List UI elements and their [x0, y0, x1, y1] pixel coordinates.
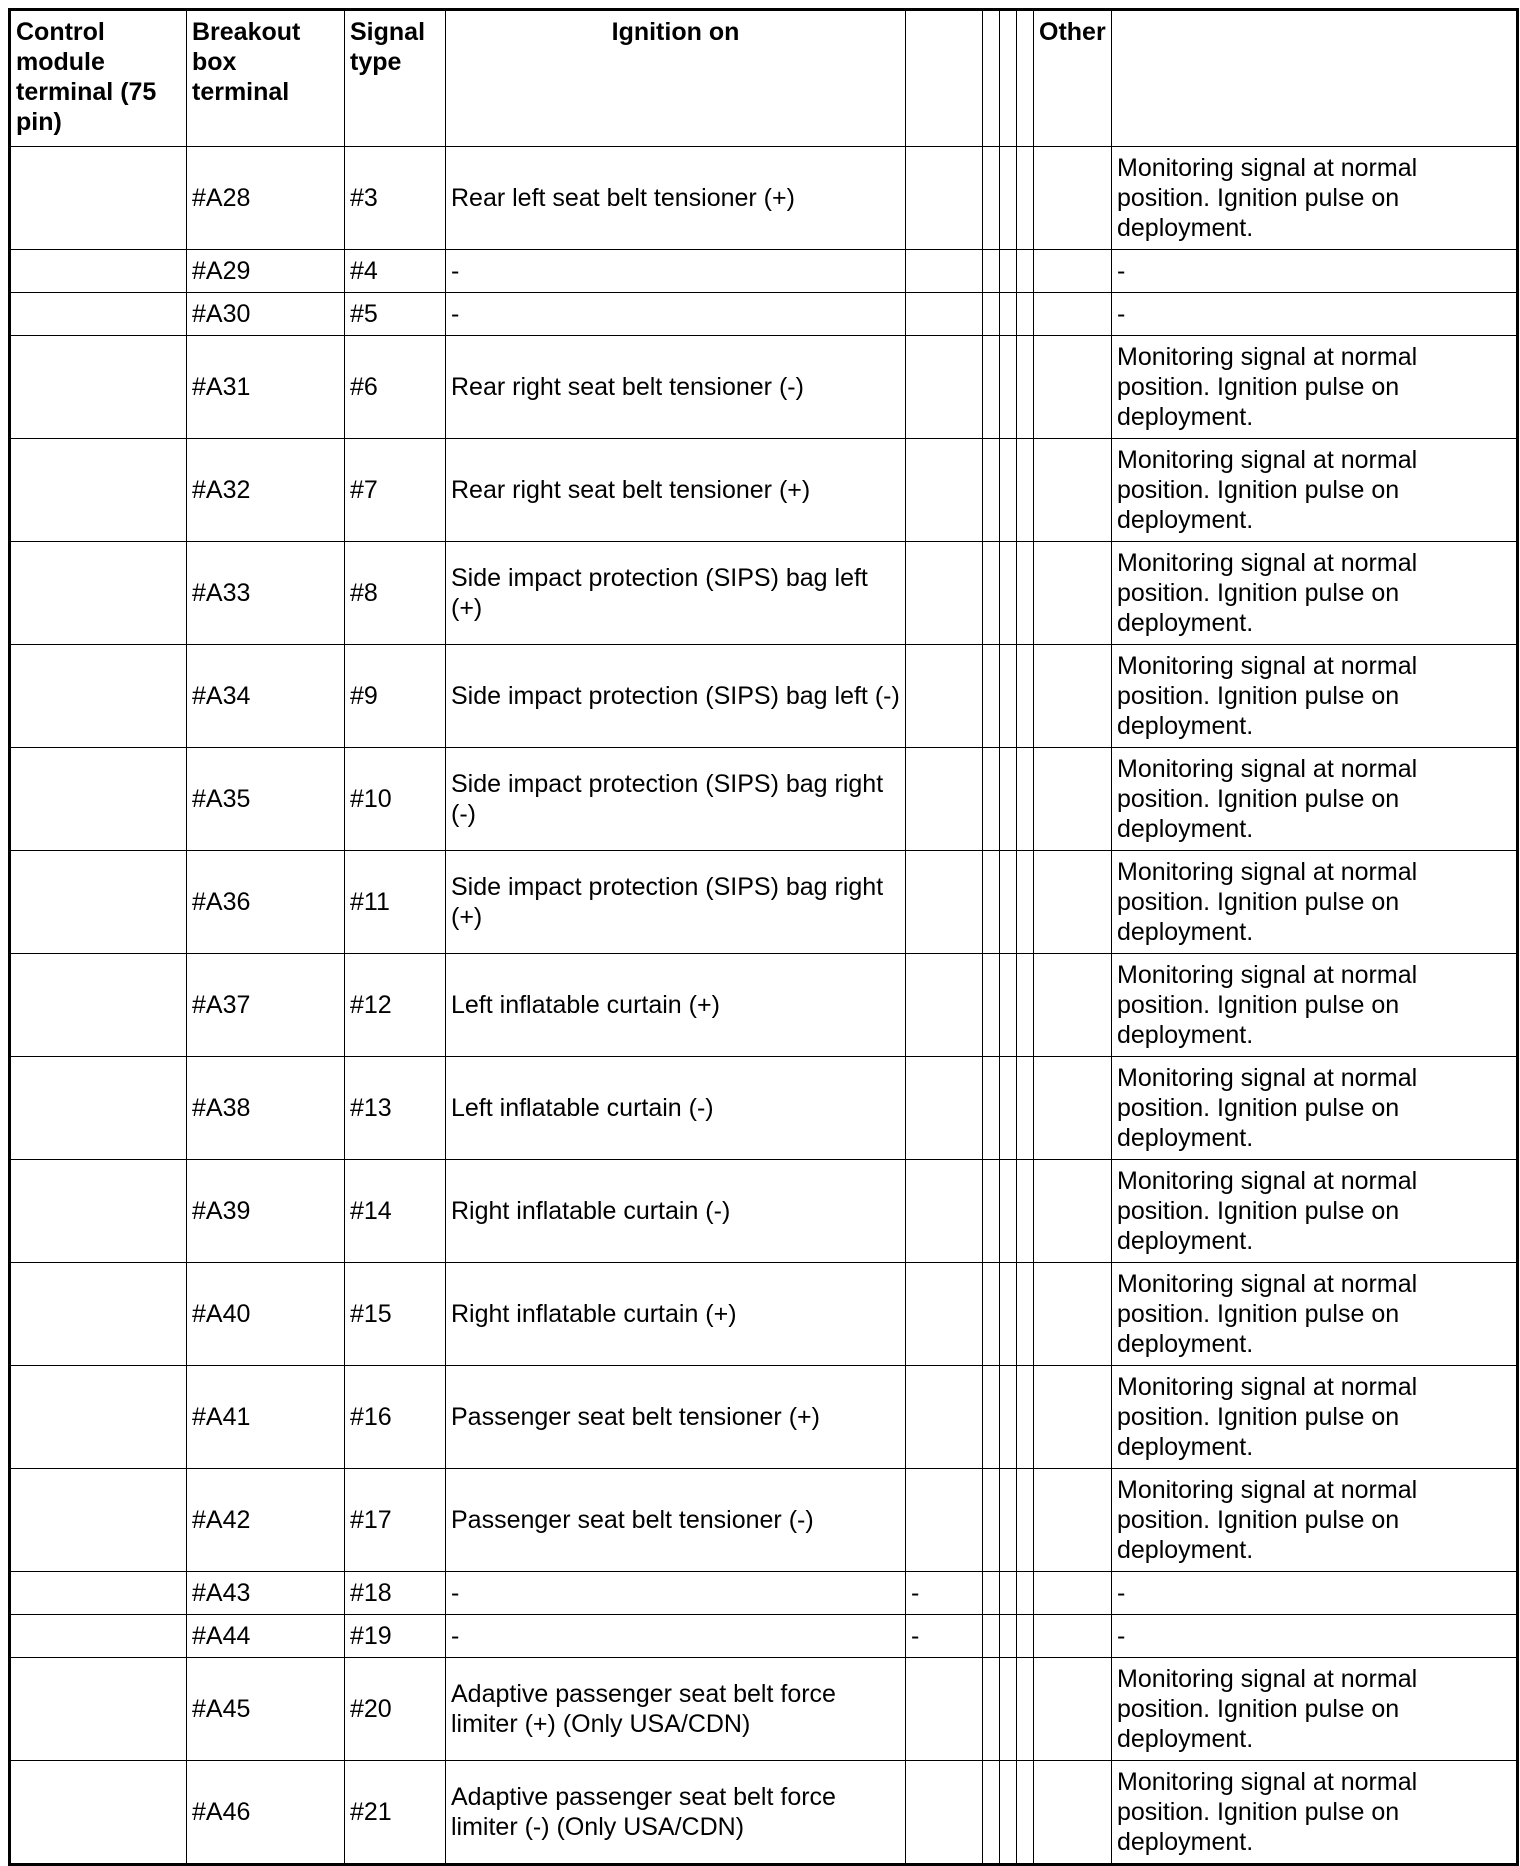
- table-row: [10, 336, 1518, 439]
- cell-blank: [983, 1572, 1000, 1615]
- cell-other: [1034, 1658, 1112, 1761]
- cell-dash: [906, 851, 983, 954]
- table-row: [10, 147, 1518, 250]
- header-blank-5: [1112, 10, 1518, 147]
- header-blank-4: [1017, 10, 1034, 147]
- cell-module: [10, 645, 187, 748]
- cell-dash: [906, 439, 983, 542]
- cell-module: [10, 1160, 187, 1263]
- cell-module: [10, 1615, 187, 1658]
- cell-ignition: Rear left seat belt tensioner (+): [446, 147, 906, 250]
- cell-notes: Monitoring signal at normal position. Ignition pulse on deployment.: [1112, 542, 1518, 645]
- cell-blank: [1017, 147, 1034, 250]
- cell-other: [1034, 1572, 1112, 1615]
- cell-blank: [1000, 336, 1017, 439]
- cell-blank: [1000, 293, 1017, 336]
- table-row: [10, 293, 1518, 336]
- table-body: [10, 147, 1518, 1865]
- cell-blank: [1000, 851, 1017, 954]
- cell-signal: #12: [345, 954, 446, 1057]
- header-blank-1: [906, 10, 983, 147]
- table-row: [10, 542, 1518, 645]
- cell-breakout: #A45: [187, 1658, 345, 1761]
- cell-signal: #5: [345, 293, 446, 336]
- table-row: [10, 851, 1518, 954]
- cell-blank: [983, 645, 1000, 748]
- cell-blank: [1000, 1761, 1017, 1865]
- cell-dash: [906, 1658, 983, 1761]
- cell-dash: [906, 1366, 983, 1469]
- cell-breakout: #A46: [187, 1761, 345, 1865]
- cell-blank: [1017, 1366, 1034, 1469]
- cell-blank: [983, 851, 1000, 954]
- cell-other: [1034, 748, 1112, 851]
- cell-blank: [1000, 748, 1017, 851]
- cell-blank: [1017, 1572, 1034, 1615]
- cell-blank: [983, 1263, 1000, 1366]
- cell-ignition: -: [446, 1572, 906, 1615]
- cell-notes: Monitoring signal at normal position. Ignition pulse on deployment.: [1112, 1160, 1518, 1263]
- cell-signal: #14: [345, 1160, 446, 1263]
- cell-ignition: Left inflatable curtain (+): [446, 954, 906, 1057]
- cell-blank: [1017, 851, 1034, 954]
- cell-breakout: #A39: [187, 1160, 345, 1263]
- cell-ignition: Passenger seat belt tensioner (+): [446, 1366, 906, 1469]
- cell-blank: [983, 1469, 1000, 1572]
- cell-blank: [1000, 250, 1017, 293]
- cell-signal: #16: [345, 1366, 446, 1469]
- cell-ignition: Adaptive passenger seat belt force limiter (-) (Only USA/CDN): [446, 1761, 906, 1865]
- cell-blank: [1017, 748, 1034, 851]
- cell-dash: [906, 293, 983, 336]
- cell-other: [1034, 147, 1112, 250]
- cell-module: [10, 250, 187, 293]
- cell-dash: [906, 748, 983, 851]
- cell-module: [10, 542, 187, 645]
- cell-signal: #21: [345, 1761, 446, 1865]
- cell-signal: #10: [345, 748, 446, 851]
- cell-notes: -: [1112, 293, 1518, 336]
- cell-dash: [906, 954, 983, 1057]
- cell-dash: [906, 1469, 983, 1572]
- cell-blank: [1000, 1160, 1017, 1263]
- cell-blank: [1000, 1263, 1017, 1366]
- cell-breakout: #A30: [187, 293, 345, 336]
- cell-blank: [983, 439, 1000, 542]
- cell-blank: [983, 1761, 1000, 1865]
- cell-dash: -: [906, 1615, 983, 1658]
- cell-notes: Monitoring signal at normal position. Ignition pulse on deployment.: [1112, 645, 1518, 748]
- cell-module: [10, 748, 187, 851]
- cell-other: [1034, 250, 1112, 293]
- cell-breakout: #A34: [187, 645, 345, 748]
- cell-blank: [1000, 439, 1017, 542]
- cell-blank: [1000, 954, 1017, 1057]
- cell-other: [1034, 293, 1112, 336]
- cell-ignition: Side impact protection (SIPS) bag right (-): [446, 748, 906, 851]
- cell-notes: -: [1112, 250, 1518, 293]
- cell-blank: [1017, 1469, 1034, 1572]
- table-row: [10, 954, 1518, 1057]
- cell-blank: [983, 1160, 1000, 1263]
- cell-breakout: #A35: [187, 748, 345, 851]
- table-header: [10, 10, 1518, 147]
- cell-module: [10, 1263, 187, 1366]
- cell-breakout: #A36: [187, 851, 345, 954]
- table-row: [10, 645, 1518, 748]
- cell-other: [1034, 1761, 1112, 1865]
- cell-notes: Monitoring signal at normal position. Ignition pulse on deployment.: [1112, 439, 1518, 542]
- table-row: [10, 1469, 1518, 1572]
- cell-blank: [983, 748, 1000, 851]
- cell-dash: [906, 645, 983, 748]
- header-blank-3: [1000, 10, 1017, 147]
- cell-ignition: Rear right seat belt tensioner (-): [446, 336, 906, 439]
- cell-module: [10, 851, 187, 954]
- cell-blank: [1017, 1263, 1034, 1366]
- cell-module: [10, 293, 187, 336]
- cell-breakout: #A44: [187, 1615, 345, 1658]
- header-blank-2: [983, 10, 1000, 147]
- cell-blank: [1017, 645, 1034, 748]
- cell-notes: Monitoring signal at normal position. Ignition pulse on deployment.: [1112, 1263, 1518, 1366]
- table-row: [10, 1761, 1518, 1865]
- cell-dash: [906, 1761, 983, 1865]
- cell-breakout: #A29: [187, 250, 345, 293]
- cell-blank: [1000, 1366, 1017, 1469]
- cell-notes: Monitoring signal at normal position. Ignition pulse on deployment.: [1112, 336, 1518, 439]
- cell-module: [10, 1658, 187, 1761]
- cell-signal: #4: [345, 250, 446, 293]
- cell-dash: [906, 336, 983, 439]
- cell-breakout: #A41: [187, 1366, 345, 1469]
- cell-other: [1034, 1366, 1112, 1469]
- cell-blank: [1000, 1469, 1017, 1572]
- table-row: [10, 1615, 1518, 1658]
- cell-breakout: #A37: [187, 954, 345, 1057]
- cell-other: [1034, 1615, 1112, 1658]
- cell-blank: [983, 954, 1000, 1057]
- cell-other: [1034, 542, 1112, 645]
- cell-blank: [983, 1057, 1000, 1160]
- cell-dash: [906, 250, 983, 293]
- cell-blank: [1000, 645, 1017, 748]
- cell-signal: #11: [345, 851, 446, 954]
- cell-ignition: -: [446, 293, 906, 336]
- header-other: Other: [1034, 10, 1112, 147]
- table-row: [10, 250, 1518, 293]
- cell-blank: [1017, 1761, 1034, 1865]
- cell-blank: [1017, 954, 1034, 1057]
- cell-blank: [1000, 1057, 1017, 1160]
- cell-ignition: Right inflatable curtain (-): [446, 1160, 906, 1263]
- cell-ignition: Adaptive passenger seat belt force limiter (+) (Only USA/CDN): [446, 1658, 906, 1761]
- cell-breakout: #A33: [187, 542, 345, 645]
- table-row: [10, 1263, 1518, 1366]
- cell-other: [1034, 336, 1112, 439]
- cell-ignition: -: [446, 1615, 906, 1658]
- cell-blank: [1017, 1615, 1034, 1658]
- cell-module: [10, 1057, 187, 1160]
- cell-ignition: Passenger seat belt tensioner (-): [446, 1469, 906, 1572]
- cell-blank: [1000, 1658, 1017, 1761]
- terminal-signal-table: [8, 8, 1519, 1866]
- cell-other: [1034, 1469, 1112, 1572]
- cell-blank: [1000, 542, 1017, 645]
- cell-other: [1034, 851, 1112, 954]
- cell-ignition: Right inflatable curtain (+): [446, 1263, 906, 1366]
- cell-blank: [1017, 250, 1034, 293]
- table-row: [10, 1658, 1518, 1761]
- cell-blank: [1017, 1057, 1034, 1160]
- cell-ignition: -: [446, 250, 906, 293]
- cell-dash: [906, 147, 983, 250]
- cell-module: [10, 147, 187, 250]
- cell-ignition: Side impact protection (SIPS) bag left (+): [446, 542, 906, 645]
- cell-blank: [1017, 1658, 1034, 1761]
- table-row: [10, 748, 1518, 851]
- cell-blank: [1017, 439, 1034, 542]
- cell-breakout: #A42: [187, 1469, 345, 1572]
- cell-ignition: Side impact protection (SIPS) bag left (-): [446, 645, 906, 748]
- cell-blank: [1017, 293, 1034, 336]
- cell-signal: #13: [345, 1057, 446, 1160]
- cell-module: [10, 954, 187, 1057]
- cell-signal: #7: [345, 439, 446, 542]
- header-ignition-on: Ignition on: [446, 10, 906, 147]
- cell-blank: [1000, 1572, 1017, 1615]
- cell-blank: [983, 250, 1000, 293]
- table-row: [10, 439, 1518, 542]
- cell-notes: Monitoring signal at normal position. Ignition pulse on deployment.: [1112, 1366, 1518, 1469]
- cell-signal: #19: [345, 1615, 446, 1658]
- cell-notes: Monitoring signal at normal position. Ignition pulse on deployment.: [1112, 851, 1518, 954]
- cell-signal: #17: [345, 1469, 446, 1572]
- cell-module: [10, 1469, 187, 1572]
- cell-blank: [983, 147, 1000, 250]
- cell-breakout: #A28: [187, 147, 345, 250]
- cell-dash: [906, 542, 983, 645]
- cell-breakout: #A32: [187, 439, 345, 542]
- cell-other: [1034, 439, 1112, 542]
- cell-module: [10, 1572, 187, 1615]
- cell-other: [1034, 1160, 1112, 1263]
- cell-dash: [906, 1057, 983, 1160]
- cell-blank: [983, 336, 1000, 439]
- cell-other: [1034, 954, 1112, 1057]
- cell-signal: #6: [345, 336, 446, 439]
- cell-blank: [1017, 542, 1034, 645]
- cell-dash: [906, 1263, 983, 1366]
- cell-blank: [983, 1658, 1000, 1761]
- header-control-module-terminal: Control module terminal (75 pin): [10, 10, 187, 147]
- cell-module: [10, 336, 187, 439]
- table-row: [10, 1057, 1518, 1160]
- cell-other: [1034, 1263, 1112, 1366]
- cell-notes: Monitoring signal at normal position. Ignition pulse on deployment.: [1112, 1761, 1518, 1865]
- header-signal-type: Signal type: [345, 10, 446, 147]
- cell-notes: Monitoring signal at normal position. Ignition pulse on deployment.: [1112, 1469, 1518, 1572]
- cell-breakout: #A43: [187, 1572, 345, 1615]
- cell-blank: [983, 1366, 1000, 1469]
- cell-notes: Monitoring signal at normal position. Ignition pulse on deployment.: [1112, 954, 1518, 1057]
- cell-breakout: #A31: [187, 336, 345, 439]
- cell-blank: [983, 293, 1000, 336]
- cell-signal: #18: [345, 1572, 446, 1615]
- cell-other: [1034, 1057, 1112, 1160]
- cell-notes: Monitoring signal at normal position. Ignition pulse on deployment.: [1112, 1658, 1518, 1761]
- cell-module: [10, 1761, 187, 1865]
- cell-breakout: #A38: [187, 1057, 345, 1160]
- cell-ignition: Rear right seat belt tensioner (+): [446, 439, 906, 542]
- cell-signal: #9: [345, 645, 446, 748]
- cell-notes: -: [1112, 1572, 1518, 1615]
- cell-notes: Monitoring signal at normal position. Ignition pulse on deployment.: [1112, 147, 1518, 250]
- cell-breakout: #A40: [187, 1263, 345, 1366]
- table-row: [10, 1160, 1518, 1263]
- cell-signal: #15: [345, 1263, 446, 1366]
- header-breakout-box-terminal: Breakout box terminal: [187, 10, 345, 147]
- cell-ignition: Side impact protection (SIPS) bag right (+): [446, 851, 906, 954]
- cell-module: [10, 439, 187, 542]
- cell-module: [10, 1366, 187, 1469]
- cell-ignition: Left inflatable curtain (-): [446, 1057, 906, 1160]
- table-row: [10, 1366, 1518, 1469]
- cell-signal: #3: [345, 147, 446, 250]
- cell-notes: Monitoring signal at normal position. Ignition pulse on deployment.: [1112, 1057, 1518, 1160]
- cell-dash: -: [906, 1572, 983, 1615]
- cell-blank: [1000, 147, 1017, 250]
- cell-blank: [1000, 1615, 1017, 1658]
- table-row: [10, 1572, 1518, 1615]
- cell-notes: -: [1112, 1615, 1518, 1658]
- cell-notes: Monitoring signal at normal position. Ignition pulse on deployment.: [1112, 748, 1518, 851]
- cell-blank: [983, 542, 1000, 645]
- cell-blank: [1017, 336, 1034, 439]
- cell-dash: [906, 1160, 983, 1263]
- cell-blank: [1017, 1160, 1034, 1263]
- cell-signal: #20: [345, 1658, 446, 1761]
- cell-blank: [983, 1615, 1000, 1658]
- cell-other: [1034, 645, 1112, 748]
- cell-signal: #8: [345, 542, 446, 645]
